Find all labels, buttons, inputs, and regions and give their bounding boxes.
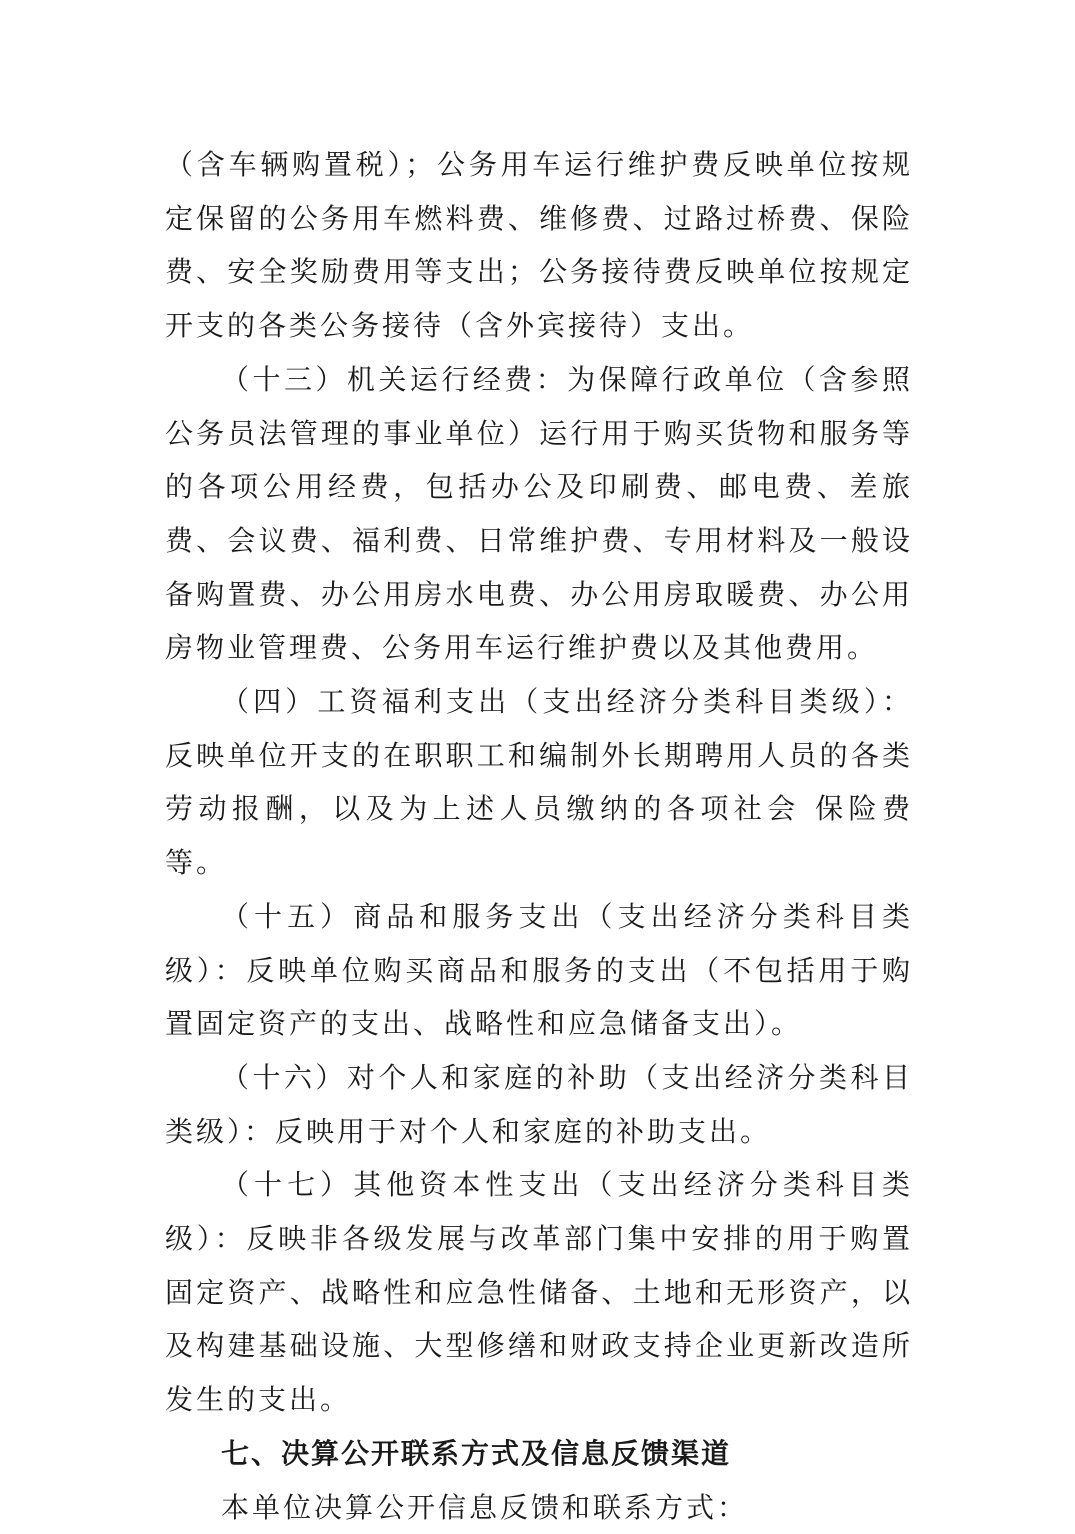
paragraph-continuation: （含车辆购置税）；公务用车运行维护费反映单位按规定保留的公务用车燃料费、维修费、过路过桥费、保险费、安全奖励费用等支出；公务接待费反映单位按规定开支的各类公务接待（含外宾接待）支出。	[165, 148, 913, 343]
closing-line: 本单位决算公开信息反馈和联系方式：	[221, 1490, 749, 1524]
paragraph-item-16: （十六）对个人和家庭的补助（支出经济分类科目类级）：反映用于对个人和家庭的补助支出。	[165, 1060, 913, 1148]
paragraph-item-13: （十三）机关运行经费：为保障行政单位（含参照公务员法管理的事业单位）运行用于购买货物和服务等的各项公用经费，包括办公及印刷费、邮电费、差旅费、会议费、福利费、日常维护费、专用材料及一般设备购置费、办公用房水电费、办公用房取暖费、办公用房物业管理费、公务用车运行维护费以及其他费用。	[165, 362, 913, 665]
paragraph-item-14: （四）工资福利支出（支出经济分类科目类级）：反映单位开支的在职职工和编制外长期聘用人员的各类劳动报酬，以及为上述人员缴纳的各项社会 保险费等。	[165, 685, 913, 880]
paragraph-item-17: （十七）其他资本性支出（支出经济分类科目类级）：反映非各级发展与改革部门集中安排的用于购置固定资产、战略性和应急性储备、土地和无形资产，以及构建基础设施、大型修缮和财政支持企业更新改造所发生的支出。	[165, 1168, 913, 1417]
document-body	[165, 138, 913, 1534]
section-heading: 七、决算公开联系方式及信息反馈渠道	[221, 1436, 732, 1470]
paragraph-item-15: （十五）商品和服务支出（支出经济分类科目类级）：反映单位购买商品和服务的支出（不包括用于购置固定资产的支出、战略性和应急储备支出）。	[165, 899, 913, 1041]
